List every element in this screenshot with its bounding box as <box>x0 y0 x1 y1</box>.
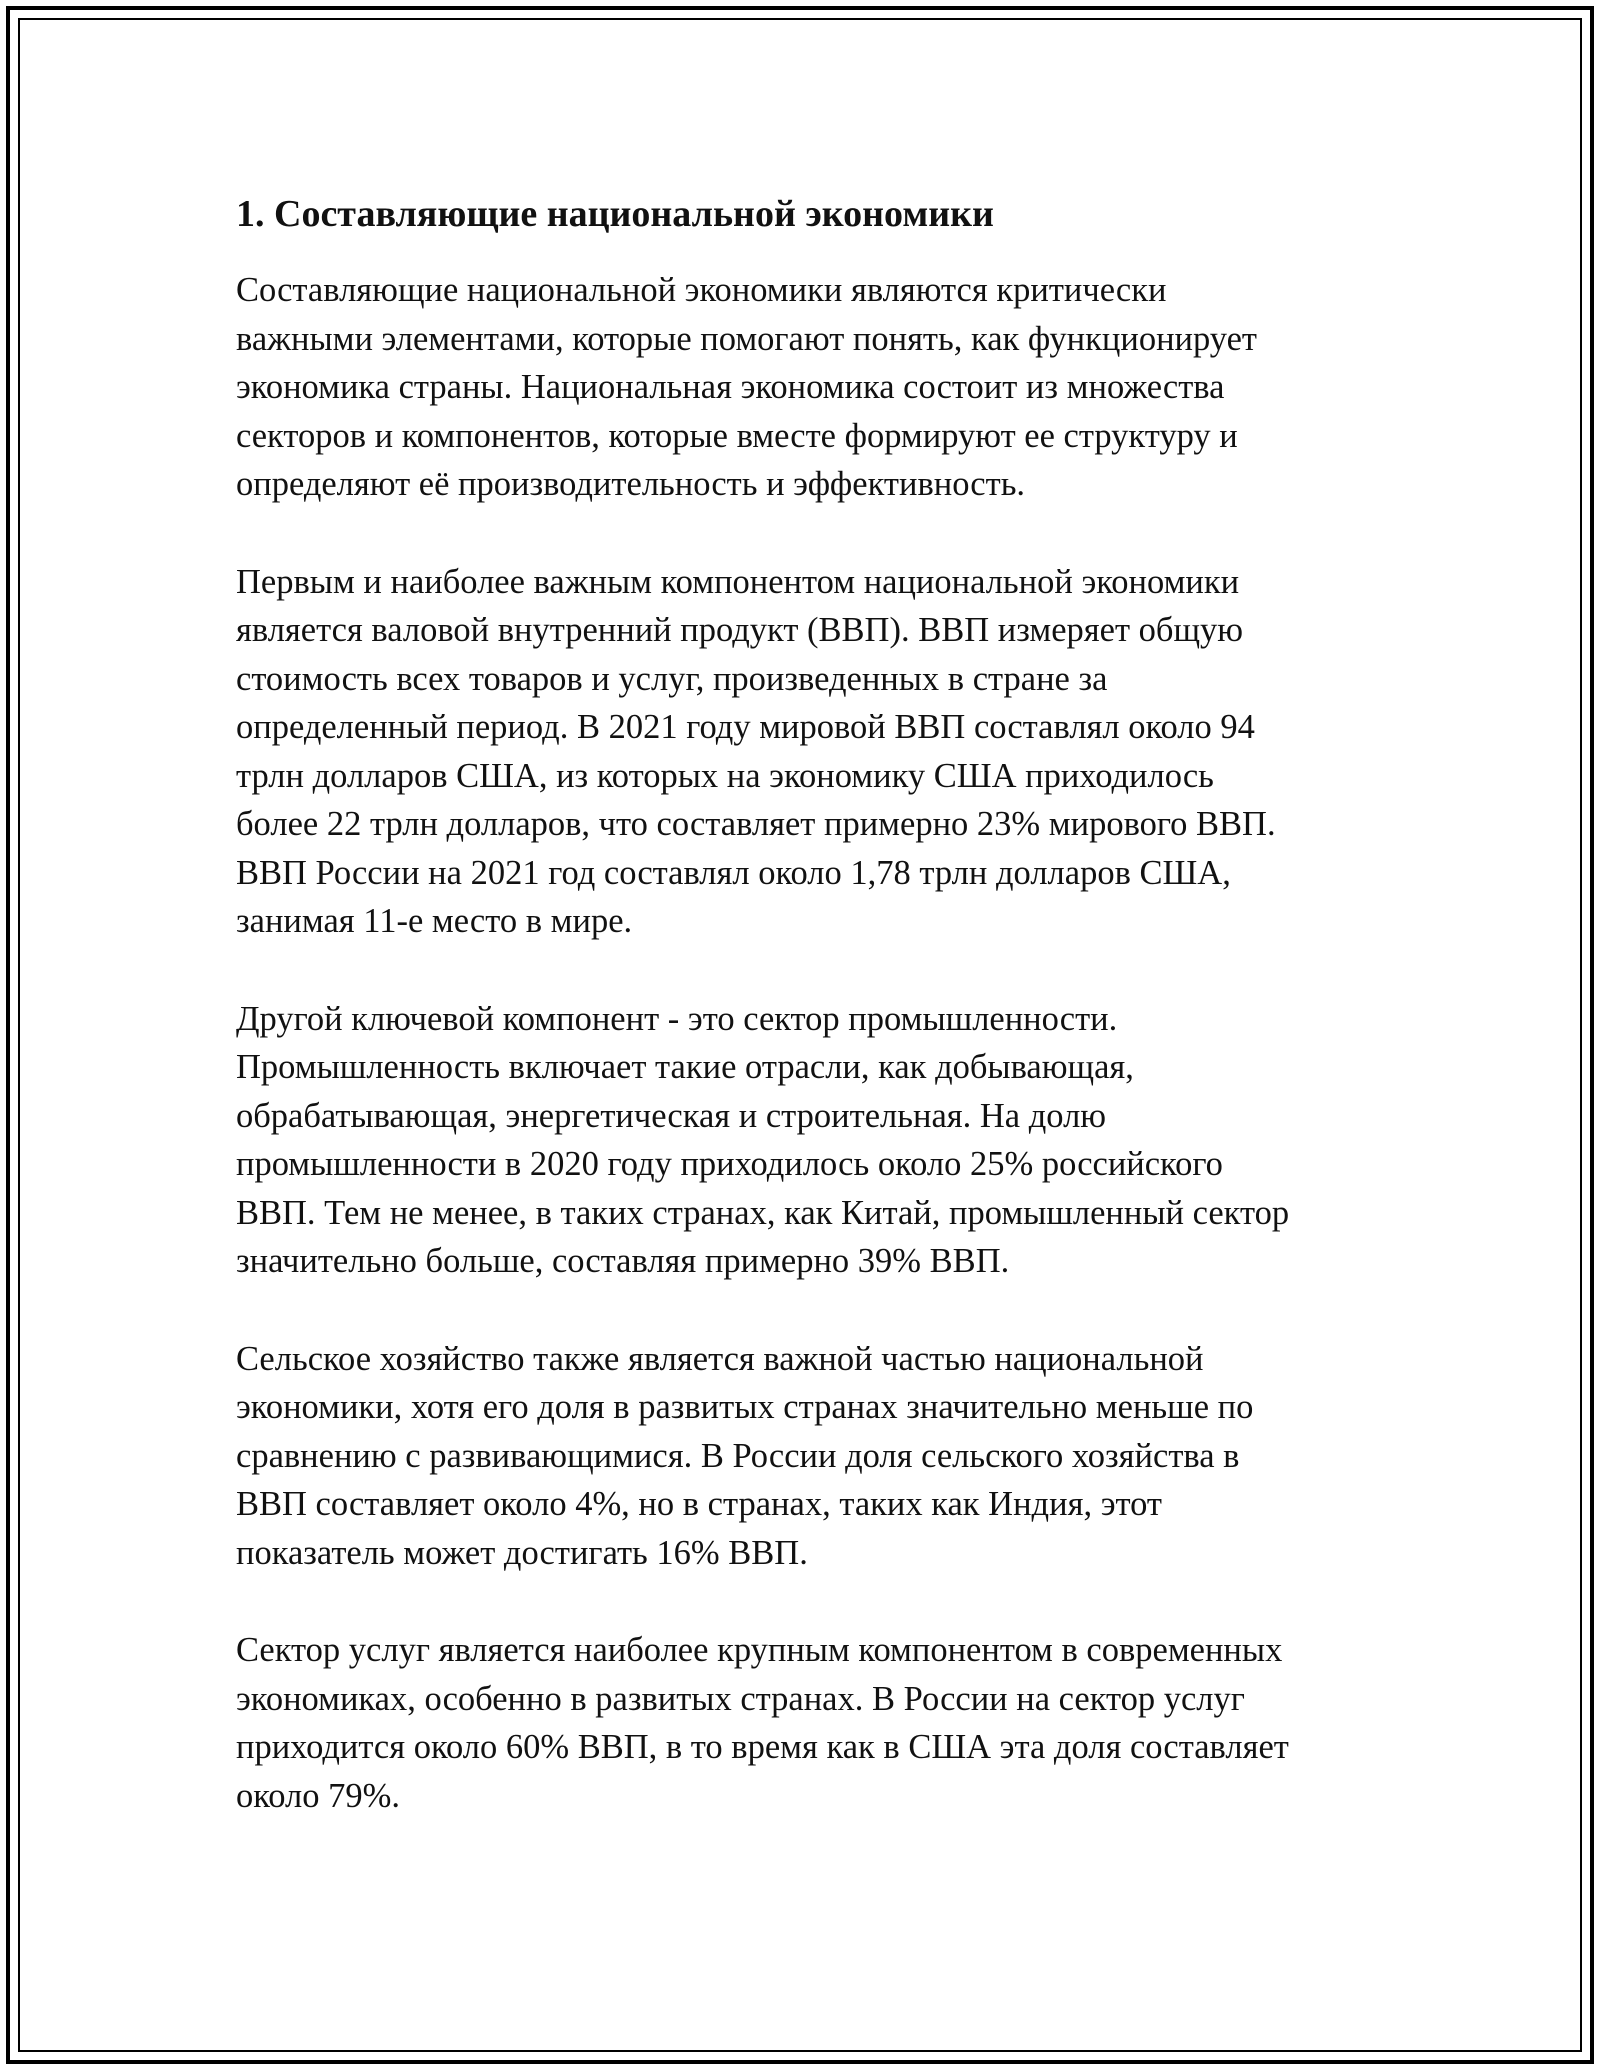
text-line: экономиках, особенно в развитых странах. В России на сектор услуг <box>236 1679 1245 1718</box>
text-line: является валовой внутренний продукт (ВВП). ВВП измеряет общую <box>236 611 1244 649</box>
paragraph-agriculture <box>236 1335 1396 1578</box>
text-line: экономики, хотя его доля в развитых странах значительно меньше по <box>236 1388 1254 1426</box>
text-line: более 22 трлн долларов, что составляет примерно 23% мирового ВВП. <box>236 805 1276 843</box>
text-line: секторов и компонентов, которые вместе формируют ее структуру и <box>236 416 1238 455</box>
text-line: определенный период. В 2021 году мировой ВВП составлял около 94 <box>236 708 1255 746</box>
paragraph-gdp <box>236 558 1396 946</box>
text-line: ВВП России на 2021 год составлял около 1,78 трлн долларов США, <box>236 853 1231 892</box>
text-line: Промышленность включает такие отрасли, как добывающая, <box>236 1048 1134 1086</box>
page-title: 1. Составляющие национальной экономики <box>236 193 994 235</box>
text-line: Другой ключевой компонент - это сектор промышленности. <box>236 999 1118 1038</box>
text-line: Составляющие национальной экономики являются критически <box>236 271 1167 309</box>
text-line: значительно больше, составляя примерно 39% ВВП. <box>236 1242 1010 1280</box>
text-line: Сельское хозяйство также является важной частью национальной <box>236 1339 1204 1378</box>
text-line: ВВП составляет около 4%, но в странах, таких как Индия, этот <box>236 1485 1162 1523</box>
text-line: определяют её производительность и эффективность. <box>236 465 1026 503</box>
text-line: промышленности в 2020 году приходилось около 25% российского <box>236 1145 1223 1183</box>
text-line: важными элементами, которые помогают понять, как функционирует <box>236 319 1257 358</box>
text-line: Первым и наиболее важным компонентом национальной экономики <box>236 562 1240 601</box>
text-line: обрабатывающая, энергетическая и строительная. На долю <box>236 1096 1107 1135</box>
text-line: Сектор услуг является наиболее крупным компонентом в современных <box>236 1631 1283 1669</box>
text-line: трлн долларов США, из которых на экономику США приходилось <box>236 756 1214 795</box>
paragraph-services <box>236 1626 1396 1820</box>
paragraph-industry <box>236 995 1396 1286</box>
paragraph-intro <box>236 266 1396 509</box>
text-line: сравнению с развивающимися. В России доля сельского хозяйства в <box>236 1436 1240 1475</box>
document-body <box>236 188 1396 1820</box>
text-line: стоимость всех товаров и услуг, произведенных в стране за <box>236 659 1108 698</box>
text-line: экономика страны. Национальная экономика состоит из множества <box>236 368 1225 406</box>
text-line: показатель может достигать 16% ВВП. <box>236 1533 808 1572</box>
text-line: около 79%. <box>236 1776 401 1815</box>
text-line: ВВП. Тем не менее, в таких странах, как Китай, промышленный сектор <box>236 1193 1290 1232</box>
text-line: приходится около 60% ВВП, в то время как в США эта доля составляет <box>236 1728 1289 1766</box>
text-line: занимая 11-е место в мире. <box>236 902 633 940</box>
